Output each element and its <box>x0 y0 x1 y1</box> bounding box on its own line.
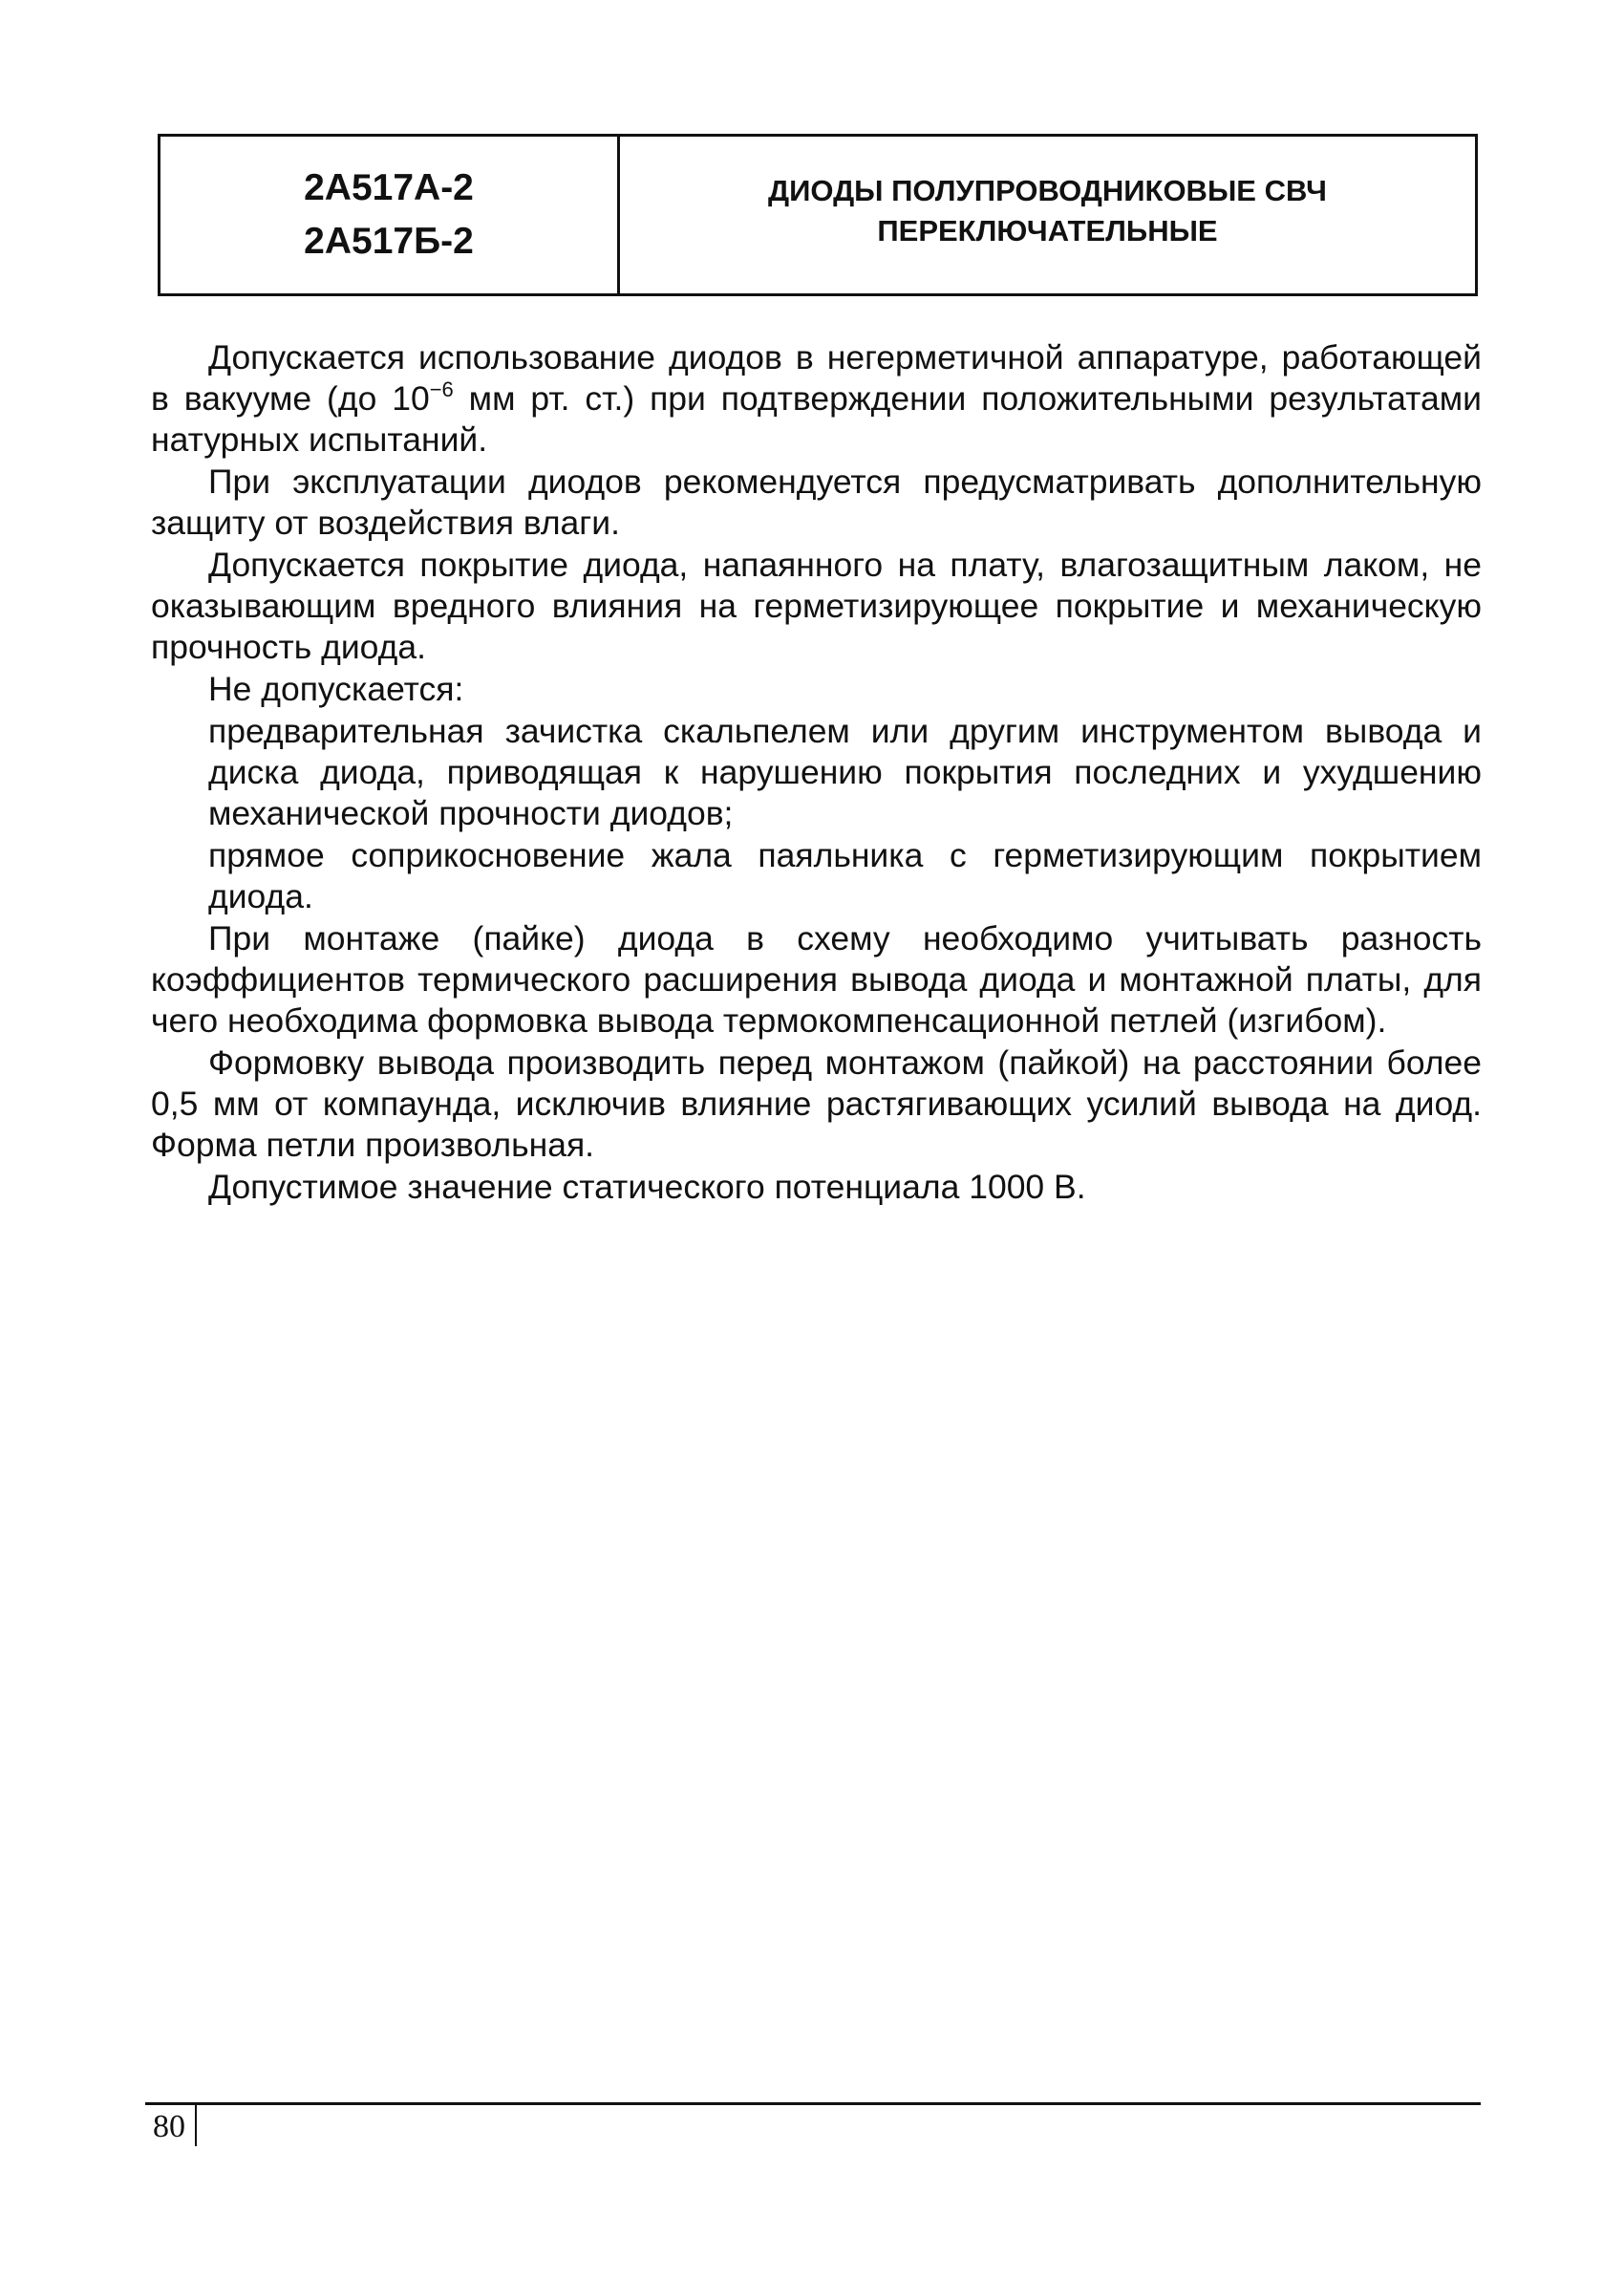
paragraph-lacquer-coating: Допускается покрытие диода, напаянного на плату, влагозащитным лаком, не оказывающим вредного влияния на герметизирующее покрытие и механическую прочность диода. <box>151 546 1482 666</box>
page-number: 80 <box>153 2102 197 2146</box>
device-code-a: 2А517А-2 <box>304 167 474 208</box>
device-code-b: 2А517Б-2 <box>304 221 474 262</box>
document-body <box>151 337 1482 1209</box>
paragraph-thermal-expansion: При монтаже (пайке) диода в схему необходимо учитывать разность коэффициентов термического расширения вывода диода и монтажной платы, для чего необходима формовка вывода термокомпенсационной петлей (изгибом). <box>151 919 1482 1040</box>
paragraph-static-potential: Допустимое значение статического потенциала 1000 В. <box>208 1168 1086 1206</box>
list-item-soldering-iron-contact: прямое соприкосновение жала паяльника с герметизирующим покрытием диода. <box>208 836 1482 915</box>
document-title <box>620 137 1475 293</box>
pressure-exponent: −6 <box>429 377 454 401</box>
document-header <box>158 134 1478 296</box>
paragraph-lead-forming: Формовку вывода производить перед монтажом (пайкой) на расстоянии более 0,5 мм от компаунда, исключив влияние растягивающих усилий вывода на диод. Форма петли произвольная. <box>151 1043 1482 1164</box>
paragraph-vacuum <box>151 337 1482 461</box>
paragraph-vacuum-after: мм рт. ст.) при подтверждении положительными результатами натурных испытаний. <box>151 379 1482 459</box>
title-line-1: ДИОДЫ ПОЛУПРОВОДНИКОВЫЕ СВЧ <box>768 174 1327 207</box>
title-line-2: ПЕРЕКЛЮЧАТЕЛЬНЫЕ <box>877 214 1218 247</box>
paragraph-vacuum-before: Допускается использование диодов в негерметичной аппаратуре, работающей в вакууме (до 10 <box>151 338 1482 418</box>
paragraph-not-allowed-heading: Не допускается: <box>208 670 464 708</box>
paragraph-moisture-protection: При эксплуатации диодов рекомендуется предусматривать дополнительную защиту от воздействия влаги. <box>151 462 1482 542</box>
device-codes <box>160 137 620 293</box>
list-item-scalpel-cleaning: предварительная зачистка скальпелем или другим инструментом вывода и диска диода, приводящая к нарушению покрытия последних и ухудшению механической прочности диодов; <box>208 712 1482 832</box>
footer-rule <box>145 2102 1481 2105</box>
